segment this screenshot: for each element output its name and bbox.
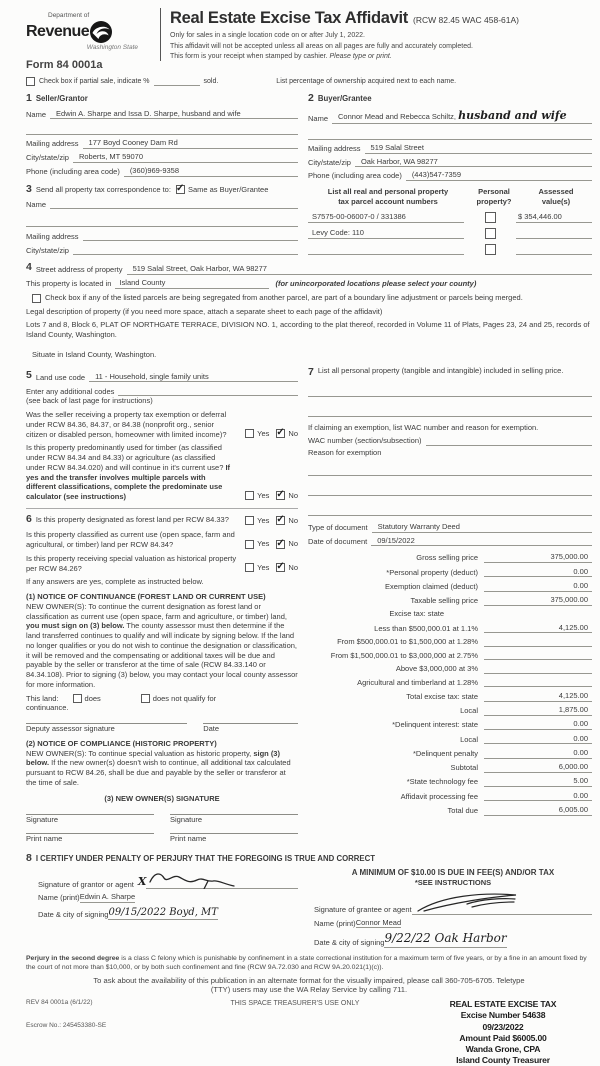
street-address-extra[interactable] [363, 265, 592, 275]
s6-q1-no-checkbox[interactable] [276, 516, 285, 525]
corr-mailing-label: Mailing address [26, 231, 79, 241]
assessed-value-field[interactable] [516, 229, 592, 239]
header [26, 8, 592, 72]
buyer-name-label: Name [308, 114, 329, 124]
land-use-value[interactable]: 11 - Household, single family units [89, 372, 298, 383]
s6-note: If any answers are yes, complete as instructed below. [26, 577, 204, 587]
buyer-name-handwritten: husband and wife [458, 108, 567, 122]
section8 [26, 852, 592, 948]
signature-label: Signature [170, 815, 203, 825]
grantee-signature [412, 890, 522, 917]
s5-q1-yes-checkbox[interactable] [245, 429, 254, 438]
tax-value[interactable]: 375,000.00 [484, 552, 592, 563]
parcel-number-field[interactable] [308, 245, 464, 255]
located-label: This property is located in [26, 278, 112, 288]
tax-label: From $1,500,000.01 to $3,000,000 at 2.75% [330, 650, 478, 660]
doc-date-value[interactable]: 09/15/2022 [371, 536, 592, 547]
tax-value[interactable]: 375,000.00 [484, 595, 592, 606]
tax-value[interactable]: 0.00 [484, 581, 592, 592]
logo-revenue-text: Revenue [26, 22, 90, 40]
tax-label: Total excise tax: state [406, 691, 478, 701]
stamp-line: REAL ESTATE EXCISE TAX [449, 999, 557, 1010]
assessed-value-field[interactable] [516, 245, 592, 255]
stamp-line: Wanda Grone, CPA [465, 1043, 541, 1054]
tax-label: Total due [447, 805, 478, 815]
partial-sale-label: Check box if partial sale, indicate % [39, 77, 150, 85]
grantor-print-label: Name (print) [38, 893, 80, 903]
assessed-value-field[interactable]: $ 354,446.00 [516, 212, 592, 223]
land-use-label: Land use code [35, 372, 86, 382]
s5-q1-no-checkbox[interactable] [276, 429, 285, 438]
tax-value[interactable]: 4,125.00 [484, 623, 592, 634]
tax-value[interactable] [484, 677, 592, 687]
tax-value[interactable]: 0.00 [484, 567, 592, 578]
page-title: Real Estate Excise Tax Affidavit [170, 9, 409, 27]
corr-extra-field[interactable] [26, 217, 298, 227]
tax-label: Exemption claimed (deduct) [385, 581, 478, 591]
personal-property-checkbox[interactable] [485, 212, 496, 223]
grantor-name-value[interactable]: Edwin A. Sharpe [79, 892, 136, 902]
parcel-number-field[interactable]: S7575-00-06007-0 / 331386 [308, 212, 464, 223]
rev-number: REV 84 0001a (6/1/22) [26, 999, 93, 1007]
tax-value[interactable]: 6,000.00 [484, 762, 592, 773]
s6-q1-yes-checkbox[interactable] [245, 516, 254, 525]
section2-title: Buyer/Grantee [317, 94, 372, 104]
parcel-row [308, 212, 592, 223]
minimum-fee-note: A MINIMUM OF $10.00 IS DUE IN FEE(S) AND/OR TAX [351, 867, 555, 877]
tax-label: Taxable selling price [410, 596, 478, 606]
section1-number: 1 [26, 92, 32, 105]
seller-phone-value[interactable]: (360)969-9358 [124, 166, 298, 177]
legal-description-label: Legal description of property (if you need more space, attach a separate sheet to each page of the affidavit) [26, 306, 383, 316]
located-value[interactable]: Island County [115, 278, 214, 289]
section4 [26, 261, 592, 359]
seller-phone-label: Phone (including area code) [26, 166, 120, 176]
s6-q2-yes-checkbox[interactable] [245, 540, 254, 549]
tax-value[interactable] [484, 664, 592, 674]
section4-number: 4 [26, 261, 32, 274]
wac-number-field[interactable] [426, 436, 592, 446]
deputy-date-label: Date [203, 724, 220, 734]
tax-label: Subtotal [450, 763, 478, 773]
land-does-label: does [84, 693, 101, 703]
grantee-sig-label: Signature of grantee or agent [314, 904, 412, 914]
exemption-note: If claiming an exemption, list WAC number and reason for exemption. [308, 423, 539, 433]
tax-value[interactable]: 0.00 [484, 734, 592, 745]
see-instructions-note: *SEE INSTRUCTIONS [414, 878, 492, 887]
buyer-city-label: City/state/zip [308, 157, 351, 167]
grantee-name-value[interactable]: Connor Mead [355, 917, 402, 927]
grantor-signature-field[interactable] [146, 869, 298, 890]
land-does-not-label: does not qualify for [152, 693, 217, 703]
s6-q2-no-checkbox[interactable] [276, 540, 285, 549]
tax-value [484, 610, 592, 619]
s6-q3-yes-checkbox[interactable] [245, 563, 254, 572]
corr-name-label: Name [26, 199, 47, 209]
signature-label: Signature [26, 815, 59, 825]
notice1-title: (1) NOTICE OF CONTINUANCE (FOREST LAND OR CURRENT USE) [26, 592, 266, 602]
title-block [160, 8, 592, 61]
certify-title: 8 I CERTIFY UNDER PENALTY OF PERJURY THAT THE FOREGOING IS TRUE AND CORRECT [26, 851, 376, 864]
section3-number: 3 [26, 182, 32, 195]
additional-codes-label: Enter any additional codes [26, 386, 115, 396]
grantor-x-mark: X [137, 875, 147, 889]
corr-name-field[interactable] [50, 199, 298, 209]
partial-sale-row [26, 77, 592, 86]
situate-text[interactable]: Situate in Island County, Washington. [32, 349, 157, 359]
stamp-line: Amount Paid $6005.00 [459, 1032, 547, 1043]
reason-field-3[interactable] [308, 506, 592, 516]
tax-value[interactable]: 5.00 [484, 776, 592, 787]
seller-city-label: City/state/zip [26, 153, 69, 163]
personal-property-field-2[interactable] [308, 407, 592, 417]
section8-number: 8 [26, 851, 32, 864]
stamp-line: 09/23/2022 [482, 1021, 524, 1032]
parcel-number-field[interactable]: Levy Code: 110 [308, 228, 464, 239]
grantor-signature [146, 869, 241, 892]
located-extra[interactable] [214, 279, 269, 289]
s5-q2-no-checkbox[interactable] [276, 491, 285, 500]
additional-codes-field[interactable] [118, 386, 298, 396]
same-as-buyer-label: Same as Buyer/Grantee [187, 184, 269, 194]
grantor-sig-label: Signature of grantor or agent [38, 879, 134, 889]
segregated-checkbox[interactable] [32, 294, 41, 303]
tax-label: Excise tax: state [389, 609, 444, 619]
tax-label: *Personal property (deduct) [386, 567, 478, 577]
tax-label: *Delinquent penalty [412, 748, 478, 758]
stamp-line: Island County Treasurer [456, 1055, 550, 1066]
reason-field-2[interactable] [308, 486, 592, 496]
notice2-title: (2) NOTICE OF COMPLIANCE (HISTORIC PROPERTY) [26, 738, 217, 748]
wac-number-label: WAC number (section/subsection) [308, 436, 422, 446]
s6-q3-no-checkbox[interactable] [276, 563, 285, 572]
tax-value[interactable]: 4,125.00 [484, 691, 592, 702]
tax-label: *State technology fee [406, 777, 478, 787]
section7-number: 7 [308, 365, 314, 378]
buyer-name-value[interactable]: Connor Mead and Rebecca Schiltz, husband and wife [332, 109, 592, 124]
s5-question1: Was the seller receiving a property tax exemption or deferral under RCW 84.36, 84.37, or 84.38 (nonprofit org., senior citizen or disabled person, homeowner with limited income)? [26, 410, 227, 439]
parcel-row [308, 244, 592, 255]
partial-sale-checkbox[interactable] [26, 77, 35, 86]
codes-note: (see back of last page for instructions) [26, 396, 153, 406]
buyer-mailing-label: Mailing address [308, 143, 361, 153]
parcel-table-header [308, 187, 592, 207]
personal-property-field-1[interactable] [308, 387, 592, 397]
dor-logo [26, 8, 154, 72]
treasurer-use-label: THIS SPACE TREASURER'S USE ONLY [230, 1000, 360, 1008]
parcel-row [308, 228, 592, 239]
buyer-mailing-value[interactable]: 519 Salal Street [365, 143, 592, 154]
tax-label: Local [460, 734, 478, 744]
continuance-label: continuance. [26, 703, 69, 713]
doc-type-value[interactable]: Statutory Warranty Deed [372, 522, 592, 533]
reason-exemption-label: Reason for exemption [308, 448, 382, 458]
tax-value[interactable]: 0.00 [484, 748, 592, 759]
personal-property-checkbox[interactable] [485, 228, 496, 239]
alternate-format-note: To ask about the availability of this publication in an alternate format for the visually impaired, please call 360-705-6705. Teletype (TTY) users may use the WA Relay Service by calling 711. [93, 975, 525, 995]
escrow-number: Escrow No.: 245453380-SE [26, 1021, 107, 1029]
notice2-body: NEW OWNER(S): To continue special valuation as historic property, sign (3) below. If the new owner(s) doesn't wish to continue, all additional tax calculated pursuant to RCW 84.26, shall be due and payable by the seller or transferor at the time of sale. [26, 748, 291, 787]
grantee-print-label: Name (print) [314, 918, 356, 928]
revenue-swirl-icon [89, 20, 113, 47]
buyer-city-value[interactable]: Oak Harbor, WA 98277 [355, 157, 592, 168]
tax-label: Agricultural and timberland at 1.28% [357, 677, 478, 687]
s6-question1: 6 Is this property designated as forest land per RCW 84.33? [26, 512, 229, 525]
header-line1: Only for sales in a single location code on or after July 1, 2022. [170, 31, 365, 39]
grantor-date-label: Date & city of signing [38, 910, 109, 920]
tax-label: Gross selling price [416, 553, 478, 563]
legal-description-text[interactable]: Lots 7 and 8, Block 6, PLAT OF NORTHGATE TERRACE, DIVISION NO. 1, according to the plat thereof, recorded in Volume 11 of Plats, Pages 23, 24 and 25, records of Island County, Washington. [26, 320, 590, 340]
this-land-label: This land: [26, 693, 59, 703]
same-as-buyer-checkbox[interactable] [176, 185, 185, 194]
grantee-date-label: Date & city of signing [314, 938, 385, 948]
parcel-header-col1: List all real and personal property tax parcel account numbers [327, 187, 449, 206]
logo-state-text: Washington State [86, 44, 138, 52]
seller-name-extra-field[interactable] [26, 125, 298, 135]
perjury-statement: Perjury in the second degree is a class C felony which is punishable by confinement in a state correctional institution for a maximum term of five years, or by a fine in an amount fixed by the court of not more than $10,000, or by both such confinement and fine (RCW 9A.72.030 and RCW 9A.20.021(1)(c)). [26, 954, 587, 971]
rcw-reference: (RCW 82.45 WAC 458-61A) [413, 15, 519, 25]
seller-name-value[interactable]: Edwin A. Sharpe and Issa D. Sharpe, husband and wife [50, 109, 298, 120]
buyer-phone-value[interactable]: (443)547-7359 [406, 170, 592, 181]
tax-label: Above $3,000,000 at 3% [395, 664, 478, 674]
section5-number: 5 [26, 368, 32, 381]
tax-value[interactable] [484, 650, 592, 660]
tax-label: Less than $500,000.01 at 1.1% [374, 623, 478, 633]
s6-question3: Is this property receiving special valuation as historical property per RCW 84.26? [26, 553, 237, 573]
header-line3: This form is your receipt when stamped by cashier. Please type or print. [170, 53, 392, 61]
section1-title: Seller/Grantor [35, 94, 88, 104]
s5-question2: Is this property predominantly used for timber (as classified under RCW 84.34 and 84.33) or agriculture (as classified under RCW 84.34.020) and will continue in it's current use? If yes and the transfer involves multiple parcels with different classifications, complete the predominate use calculator (see instructions) [26, 443, 231, 502]
street-address-value[interactable]: 519 Salal Street, Oak Harbor, WA 98277 [127, 264, 364, 275]
affidavit-page: Department of Revenue Washington State Form 84 0001a Real Estate Excise Tax Affidavit (RCW 82.45 WAC 458-61A) Only for sales in a single location code on or after July 1, 2022. This affidavit will not be accepted unless all areas on all pages are fully and accurately completed. This form is your receipt when stamped by cashier. Please type or print. Check box if partial sale, indicate % sold. List percentage of ownership acquired next to each name. 1 Seller/Grantor Name Edwin A. Sharpe and Issa D. Sharpe, husband and wife Mailing address 177 Boyd Cooney Dam Rd City/state/zip Roberts, MT 59070 Phone (including area code) (360)969-9358 3 Send all property tax correspondence to: ✓ Same as Buyer/Grantee Name Mailing address City/state/zip 2 Buyer/Grantee Name Connor Mead and Rebecca Schiltz, husband and wife Mailing address 519 Salal Street City/state/zip Oak Harbor, WA 98277 Phone (including area code) (443)547-7359 List all real and personal property tax parcel account numbers Personal property? Assessed value(s) S7575-00-06007-0 / 331386 $ 354,446.00 Levy Code: 110 4 Street address of property 519 Salal Street, Oak Harbor, WA 98277 This property is located in Island County (for unincorporated locations please select your county) Check box if any of the listed parcels are being segregated from another parcel, are part of a boundary line adjustment or parcels being merged. Legal description of property (if you need more space, attach a separate sheet to each page of the affidavit) Lots 7 and 8, Block 6, PLAT OF NORTHGATE TERRACE, DIVISION NO. 1, according to the plat thereof, recorded in Volume 11 of Plats, Pages 23, 24 and 25, records of Island County, Washington. Situate in Island County, Washington. 5 Land use code 11 - Household, single family units Enter any additional codes (see back of last page for instructions) Was the seller receiving a property tax exemption or deferral under RCW 84.36, 84.37, or 84.38 (nonprofit org., senior citizen or disabled person, homeowner with limited income)? Yes ✓ No Is this property predominantly used for timber (as classified under RCW 84.34 and 84.33) or agriculture (as classified under RCW 84.34.020) and will continue in it's current use? If yes and the transfer involves multiple parcels with different classifications, complete the predominate use calculator (see instructions) Yes ✓ No 6 Is this property designated as forest land per RCW 84.33? Yes ✓ No Is this property classified as current use (open space, farm and agricultural, or timber) land per RCW 84.34? Yes ✓ No Is this property receiving special valuation as historical property per RCW 84.26? Yes ✓ No If any answers are yes, complete as instructed below. (1) NOTICE OF CONTINUANCE (FOREST LAND OR CURRENT USE) NEW OWNER(S): To continue the current designation as forest land or classification as current use (open space, farm and agriculture, or timber) land, you must sign on (3) below. The county assessor must then determine if the land transferred continues to qualify and will indicate by signing below. If the land no longer qualifies or you do not wish to continue the designation or classification, it will be removed and the compensating or additional taxes will be due and payable by the seller or transferor at the time of sale (RCW 84.33.140 or 84.34.108). Prior to signing (3) below, you may contact your local county assessor for more information. This land: does does not qualify for continuance. Deputy assessor signature Date (2) NOTICE OF COMPLIANCE (HISTORIC PROPERTY) NEW OWNER(S): To continue special valuation as historic property, sign (3) below. If the new owner(s) doesn't wish to continue, all additional tax calculated pursuant to RCW 84.26, shall be due and payable by the seller or transferor at the time of sale. (3) NEW OWNER(S) SIGNATURE Signature Signature Print name Print name 7 List all personal property (tangible and intangible) included in selling price. If claiming an exemption, list WAC number and reason for exemption. WAC number (section/subsection) Reason for exemption Type of document Statutory Warranty Deed Date of document 09/15/2022 Gross selling price 375,000.00 *Personal property (deduct) 0.00 Exemption claimed (deduct) 0.00 Taxable selling price 375,000.00 Excise tax: state Less than $500,000.01 at 1.1% 4,125.00 From $500,000.01 to $1,500,000 at 1.28% From $1,500,000.01 to $3,000,000 at 2.75% Above $3,000,000 at 3% Agricultural and timberland at 1.28% Total excise tax: state 4,125.00 Local 1,875.00 *Delinquent interest: state 0.00 Local 0.00 *Delinquent penalty 0.00 Subtotal 6,000.00 *State technology fee 5.00 Affidavit processing fee 0.00 Total due 6,005.00 8 I CERTIFY UNDER PENALTY OF PERJURY THAT THE FOREGOING IS TRUE AND CORRECT Signature of grantor or agent X Name (print) Edwin A. Sharpe Date & city of signing 09/15/2022 Boyd, MT A MINIMUM OF $10.00 IS DUE IN FEE(S) AND/OR TAX *SEE INSTRUCTIONS Signature of grantee or agent Name (print) Connor Mead Date & city of signing 9/22/22 Oak Harbor Perjury in the second degree is a class C felony which is punishable by confinement in a state correctional institution for a maximum term of five years, or by a fine in an amount fixed by the court of not more than $10,000, or by both such confinement and fine (RCW 9A.72.030 and RCW 9A.20.021(1)(c)). To ask about the availability of this publication in an alternate format for the visually impaired, please call 360-705-6705. Teletype (TTY) users may use the WA Relay Service by calling 711. REV 84 0001a (6/1/22) Escrow No.: 245453380-SE THIS SPACE TREASURER'S USE ONLY REAL ESTATE EXCISE TAX Excise Number 54638 09/23/2022 Amount Paid $6005.00 Wanda Grone, CPA Island County Treasurer [0, 0, 600, 1066]
logo-dept-text: Department of [48, 12, 90, 19]
grantor-date-city-value[interactable]: 09/15/2022 Boyd, MT [108, 907, 218, 919]
land-does-not-checkbox[interactable] [141, 694, 150, 703]
notice3-title: (3) NEW OWNER(S) SIGNATURE [104, 793, 220, 803]
buyer-phone-label: Phone (including area code) [308, 171, 402, 181]
seller-city-value[interactable]: Roberts, MT 59070 [73, 152, 298, 163]
tax-value[interactable] [484, 637, 592, 647]
land-does-checkbox[interactable] [73, 694, 82, 703]
personal-property-checkbox[interactable] [485, 244, 496, 255]
grantee-signature-field[interactable] [412, 890, 592, 915]
partial-sale-sold-label: sold. [203, 77, 219, 85]
ownership-note: List percentage of ownership acquired next to each name. [276, 77, 457, 85]
tax-value[interactable]: 0.00 [484, 719, 592, 730]
corr-city-label: City/state/zip [26, 245, 69, 255]
tax-value[interactable]: 0.00 [484, 791, 592, 802]
print-name-label: Print name [170, 834, 207, 844]
reason-field-1[interactable] [308, 466, 592, 476]
tax-label: *Delinquent interest: state [392, 720, 478, 730]
corr-city-field[interactable] [73, 245, 298, 255]
buyer-name-extra-field[interactable] [308, 130, 592, 140]
notice1-body: NEW OWNER(S): To continue the current designation as forest land or classification as current use (open space, farm and agriculture, or timber) land, you must sign on (3) below. The county assessor must then determine if the land transferred continues to qualify and will indicate by signing below. If the land no longer qualifies or you do not wish to continue the designation or classification, it will be removed and the compensating or additional taxes will be due and payable by the seller or transferor at the time of sale (RCW 84.33.140 or 84.34.108). Prior to signing (3) below, you may contact your local county assessor for more information. [26, 601, 298, 689]
grantee-date-city-value[interactable]: 9/22/22 Oak Harbor [384, 931, 506, 948]
tax-label: From $500,000.01 to $1,500,000 at 1.28% [337, 637, 478, 647]
tax-label: Affidavit processing fee [400, 791, 478, 801]
parcel-header-col3: Assessed value(s) [538, 187, 574, 206]
segregated-label: Check box if any of the listed parcels are being segregated from another parcel, are part of a boundary line adjustment or parcels being merged. [45, 292, 523, 302]
tax-value[interactable]: 6,005.00 [484, 805, 592, 816]
corr-mailing-field[interactable] [83, 231, 298, 241]
parcel-header-col2: Personal property? [476, 187, 512, 206]
street-address-label: Street address of property [35, 265, 123, 275]
seller-mailing-value[interactable]: 177 Boyd Cooney Dam Rd [83, 138, 298, 149]
tax-value[interactable]: 1,875.00 [484, 705, 592, 716]
county-note: (for unincorporated locations please select your county) [275, 278, 477, 288]
stamp-line: Excise Number 54638 [460, 1010, 546, 1021]
section6-number: 6 [26, 512, 32, 525]
seller-mailing-label: Mailing address [26, 139, 79, 149]
deputy-assessor-label: Deputy assessor signature [26, 724, 115, 734]
section3-label: Send all property tax correspondence to: [35, 184, 171, 194]
treasurer-stamp [414, 999, 592, 1066]
section2-number: 2 [308, 92, 314, 105]
s6-question2: Is this property classified as current use (open space, farm and agricultural, or timber) land per RCW 84.34? [26, 530, 235, 550]
header-line2: This affidavit will not be accepted unless all areas on all pages are fully and accurately completed. [170, 42, 473, 50]
s7-intro: List all personal property (tangible and intangible) included in selling price. [317, 365, 564, 375]
tax-label: Local [460, 706, 478, 716]
print-name-label: Print name [26, 834, 63, 844]
doc-date-label: Date of document [308, 536, 368, 546]
doc-type-label: Type of document [308, 522, 368, 532]
seller-name-label: Name [26, 109, 47, 119]
s5-q2-yes-checkbox[interactable] [245, 491, 254, 500]
form-number: Form 84 0001a [26, 58, 103, 71]
